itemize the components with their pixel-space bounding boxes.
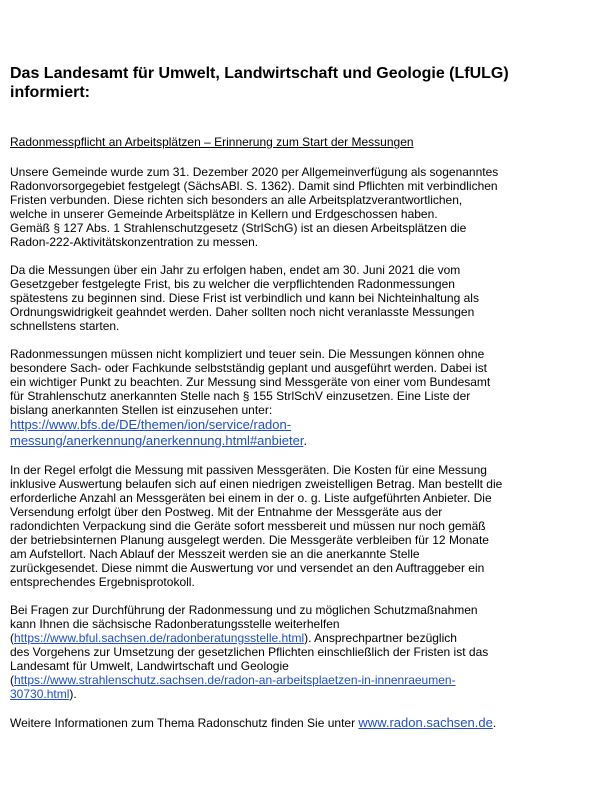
text-line: welche in unserer Gemeinde Arbeitsplätze in Kellern und Erdgeschossen haben. [10,207,438,221]
text-line: Da die Messungen über ein Jahr zu erfolgen haben, endet am 30. Juni 2021 die vom [10,263,461,277]
text-line: Radonvorsorgegebiet festgelegt (SächsABl. S. 1362). Damit sind Pflichten mit verbindlichen [10,179,498,193]
text-line: ein wichtiger Punkt zu beachten. Zur Messung sind Messgeräte von einer vom Bundesamt [10,375,491,389]
text-line: Gemäß § 127 Abs. 1 Strahlenschutzgesetz (StrlSchG) ist an diesen Arbeitsplätzen die [10,221,467,235]
text-line: Ordnungswidrigkeit geahndet werden. Daher sollten noch nicht veranlasste Messungen [10,305,475,319]
document-body [10,135,600,745]
text-line: inklusive Auswertung belaufen sich auf einen niedrigen zweistelligen Betrag. Man bestellt die [10,477,503,491]
text-line: (https://www.bful.sachsen.de/radonberatungsstelle.html). Ansprechpartner bezüglich [10,631,457,645]
text-line: Weitere Informationen zum Thema Radonschutz finden Sie unter www.radon.sachsen.de. [10,715,497,730]
text-line: schnellstens starten. [10,319,120,333]
strahlenschutz-link-cont[interactable]: 30730.html [10,687,70,701]
paragraph-radonvorsorgegebiet [10,165,600,249]
text-line: zurückgesendet. Diese nimmt die Auswertung vor und versendet an den Auftraggeber ein [10,561,485,575]
text-line: für Strahlenschutz anerkannten Stelle nach § 155 StrlSchV einzusetzen. Eine Liste der [10,389,471,403]
text-line: Landesamt für Umwelt, Landwirtschaft und Geologie [10,659,289,673]
paragraph-messgeraete [10,347,600,449]
bfs-link-line-1 [10,417,600,433]
text-line: erforderliche Anzahl an Messgeräten bei einem in der o. g. Liste aufgeführten Anbieter. Die [10,491,492,505]
radonberatungsstelle-link[interactable]: https://www.bful.sachsen.de/radonberatungsstelle.html [14,631,305,645]
text-line: entsprechendes Ergebnisprotokoll. [10,575,195,589]
text-line: Fristen verbunden. Diese richten sich besonders an alle Arbeitsplatzverantwortlichen, [10,193,463,207]
text-line: des Vorgehens zur Umsetzung der gesetzlichen Pflichten einschließlich der Fristen ist das [10,645,489,659]
document-title [10,64,590,102]
title-line-1: Das Landesamt für Umwelt, Landwirtschaft und Geologie (LfULG) [10,65,509,82]
text-line: In der Regel erfolgt die Messung mit passiven Messgeräten. Die Kosten für eine Messung [10,463,487,477]
section-heading: Radonmesspflicht an Arbeitsplätzen – Erinnerung zum Start der Messungen [10,135,414,149]
text-line: der betriebsinternen Planung ausgelegt werden. Die Messgeräte verbleiben für 12 Monate [10,533,489,547]
text-line: spätestens zu beginnen sind. Diese Frist ist verbindlich und kann bei Nichteinhaltung als [10,291,479,305]
text-line: Radon-222-Aktivitätskonzentration zu messen. [10,235,259,249]
bfs-anbieter-link[interactable]: https://www.bfs.de/DE/themen/ion/service/radon- [10,417,292,432]
bfs-anbieter-link-cont[interactable]: messung/anerkennung/anerkennung.html#anbieter [10,433,304,448]
title-line-2: informiert: [10,84,90,101]
text-line: Bei Fragen zur Durchführung der Radonmessung und zu möglichen Schutzmaßnahmen [10,603,478,617]
text-line: bislang anerkannten Stellen ist einzusehen unter: [10,403,273,417]
paragraph-weitere-informationen [10,715,600,731]
text-line: besondere Sach- oder Fachkunde selbstständig geplant und ausgeführt werden. Dabei ist [10,361,487,375]
paragraph-beratung [10,603,600,701]
bfs-link-line-2: messung/anerkennung/anerkennung.html#anbieter. [10,433,308,448]
paragraph-ablauf [10,463,600,589]
radon-sachsen-link[interactable]: www.radon.sachsen.de [358,715,493,730]
text-line: Versendung erfolgt über den Postweg. Mit der Entnahme der Messgeräte aus der [10,505,443,519]
text-line: radondichten Verpackung sind die Geräte sofort messbereit und müssen nur noch gemäß [10,519,486,533]
text-line: Gesetzgeber festgelegte Frist, bis zu welcher die verpflichtenden Radonmessungen [10,277,455,291]
text-line: Unsere Gemeinde wurde zum 31. Dezember 2020 per Allgemeinverfügung als sogenanntes [10,165,499,179]
paragraph-frist [10,263,600,333]
text-line: Radonmessungen müssen nicht kompliziert und teuer sein. Die Messungen können ohne [10,347,485,361]
text-line: kann Ihnen die sächsische Radonberatungsstelle weiterhelfen [10,617,340,631]
strahlenschutz-link[interactable]: https://www.strahlenschutz.sachsen.de/radon-an-arbeitsplaetzen-in-innenraeumen- [14,673,456,687]
text-line: am Aufstellort. Nach Ablauf der Messzeit werden sie an die anerkannte Stelle [10,547,420,561]
text-line: 30730.html). [10,687,77,701]
text-line: (https://www.strahlenschutz.sachsen.de/radon-an-arbeitsplaetzen-in-innenraeumen- [10,673,456,687]
